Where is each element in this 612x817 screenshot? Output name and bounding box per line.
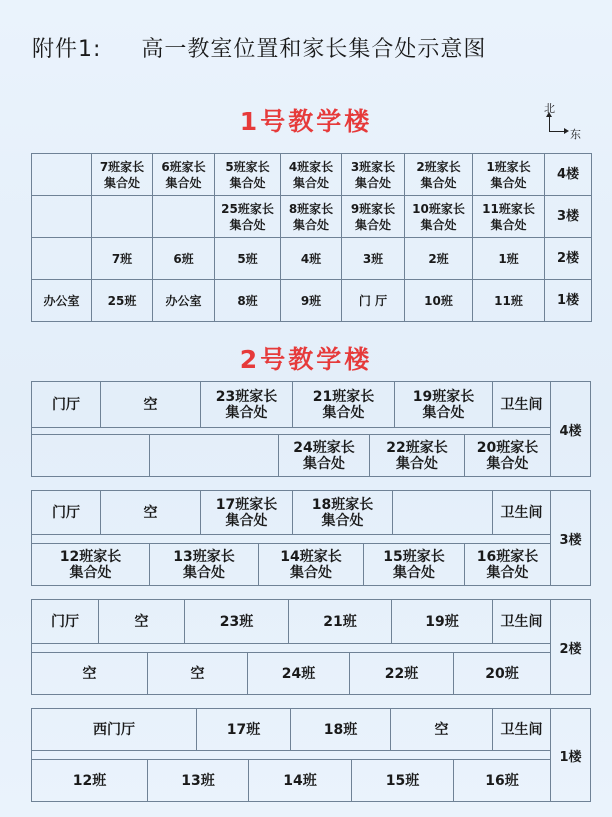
floor1-south-rooms bbox=[32, 759, 550, 801]
floor-label: 1楼 bbox=[551, 708, 591, 802]
room-cell: 办公室 bbox=[153, 280, 215, 322]
room: 21班家长 集合处 bbox=[292, 382, 394, 427]
room-cell: 1班 bbox=[473, 238, 545, 280]
room-cell: 6班家长 集合处 bbox=[153, 154, 215, 196]
building1-floor-row bbox=[32, 238, 592, 280]
room: 21班 bbox=[288, 600, 391, 643]
room: 14班家长 集合处 bbox=[258, 544, 363, 585]
room bbox=[32, 435, 149, 476]
room-cell: 3班家长 集合处 bbox=[342, 154, 405, 196]
room: 空 bbox=[100, 491, 200, 534]
compass-icon bbox=[540, 100, 584, 140]
building2-title: 2号教学楼 bbox=[239, 345, 373, 374]
room-cell: 8班家长 集合处 bbox=[281, 196, 342, 238]
room: 13班 bbox=[147, 760, 248, 801]
floor-label: 4楼 bbox=[551, 381, 591, 477]
room: 15班家长 集合处 bbox=[363, 544, 464, 585]
room: 卫生间 bbox=[492, 491, 550, 534]
room-cell: 7班家长 集合处 bbox=[92, 154, 153, 196]
attachment-label: 附件1: bbox=[32, 37, 102, 62]
room: 19班 bbox=[391, 600, 492, 643]
room: 20班家长 集合处 bbox=[464, 435, 550, 476]
floor2-south-rooms bbox=[32, 652, 550, 694]
room-cell: 8班 bbox=[215, 280, 281, 322]
room-cell bbox=[32, 238, 92, 280]
floor-label: 2楼 bbox=[545, 238, 592, 280]
room bbox=[392, 491, 492, 534]
room-cell bbox=[32, 196, 92, 238]
building1-floor-row bbox=[32, 196, 592, 238]
room: 20班 bbox=[453, 653, 550, 694]
room: 22班 bbox=[349, 653, 453, 694]
room: 19班家长 集合处 bbox=[394, 382, 492, 427]
room: 空 bbox=[100, 382, 200, 427]
room-cell: 11班家长 集合处 bbox=[473, 196, 545, 238]
room: 空 bbox=[147, 653, 247, 694]
floor4-south-rooms bbox=[32, 434, 550, 476]
floor4-north-rooms bbox=[32, 382, 550, 428]
room: 空 bbox=[98, 600, 184, 643]
room-cell: 5班 bbox=[215, 238, 281, 280]
room-cell: 9班 bbox=[281, 280, 342, 322]
room-cell: 2班 bbox=[405, 238, 473, 280]
room-cell: 3班 bbox=[342, 238, 405, 280]
room-cell: 10班家长 集合处 bbox=[405, 196, 473, 238]
room-cell: 4班家长 集合处 bbox=[281, 154, 342, 196]
room: 卫生间 bbox=[492, 382, 550, 427]
building1-title: 1号教学楼 bbox=[239, 107, 373, 136]
building2-floor1 bbox=[31, 708, 591, 802]
room: 22班家长 集合处 bbox=[369, 435, 464, 476]
room: 23班 bbox=[184, 600, 288, 643]
compass-north-label: 北 bbox=[544, 102, 555, 115]
room: 24班 bbox=[247, 653, 349, 694]
compass-east-label: 东 bbox=[570, 128, 581, 141]
room: 12班家长 集合处 bbox=[59, 548, 122, 581]
room: 16班 bbox=[453, 760, 550, 801]
room: 门厅 bbox=[52, 396, 80, 413]
room: 西门厅 bbox=[93, 721, 135, 738]
room-cell: 9班家长 集合处 bbox=[342, 196, 405, 238]
floor-label: 3楼 bbox=[551, 490, 591, 586]
room-cell: 6班 bbox=[153, 238, 215, 280]
floor3-north-rooms bbox=[32, 491, 550, 535]
room: 空 bbox=[390, 709, 492, 750]
room: 12班 bbox=[72, 772, 107, 789]
room: 空 bbox=[82, 665, 97, 682]
room-cell bbox=[92, 196, 153, 238]
room-cell: 门 厅 bbox=[342, 280, 405, 322]
building2-floor4 bbox=[31, 381, 591, 477]
building1-floor-row bbox=[32, 280, 592, 322]
room: 卫生间 bbox=[492, 600, 550, 643]
page-title bbox=[32, 32, 486, 63]
room-cell: 4班 bbox=[281, 238, 342, 280]
room: 15班 bbox=[351, 760, 453, 801]
room-cell: 2班家长 集合处 bbox=[405, 154, 473, 196]
room-cell: 25班 bbox=[92, 280, 153, 322]
room: 16班家长 集合处 bbox=[464, 544, 550, 585]
building2-floor2 bbox=[31, 599, 591, 695]
room-cell: 5班家长 集合处 bbox=[215, 154, 281, 196]
room: 18班家长 集合处 bbox=[292, 491, 392, 534]
floor-label: 2楼 bbox=[551, 599, 591, 695]
room: 24班家长 集合处 bbox=[278, 435, 369, 476]
building1-floor-row bbox=[32, 154, 592, 196]
building2-floor3 bbox=[31, 490, 591, 586]
room-cell: 25班家长 集合处 bbox=[215, 196, 281, 238]
room-cell: 10班 bbox=[405, 280, 473, 322]
room-cell: 7班 bbox=[92, 238, 153, 280]
floor2-north-rooms bbox=[32, 600, 550, 644]
room: 17班家长 集合处 bbox=[200, 491, 292, 534]
floor1-north-rooms bbox=[32, 709, 550, 751]
room bbox=[149, 435, 278, 476]
room: 门厅 bbox=[51, 613, 79, 630]
building1-table bbox=[31, 153, 592, 322]
room: 14班 bbox=[248, 760, 351, 801]
room-cell bbox=[32, 154, 92, 196]
room: 18班 bbox=[290, 709, 390, 750]
room-cell bbox=[153, 196, 215, 238]
document-title: 高一教室位置和家长集合处示意图 bbox=[141, 37, 487, 62]
room: 17班 bbox=[196, 709, 290, 750]
room: 23班家长 集合处 bbox=[200, 382, 292, 427]
room: 门厅 bbox=[52, 504, 80, 521]
floor3-south-rooms bbox=[32, 543, 550, 585]
room-cell: 1班家长 集合处 bbox=[473, 154, 545, 196]
room-cell: 11班 bbox=[473, 280, 545, 322]
room: 卫生间 bbox=[492, 709, 550, 750]
floor-label: 3楼 bbox=[545, 196, 592, 238]
floor-label: 4楼 bbox=[545, 154, 592, 196]
room: 13班家长 集合处 bbox=[149, 544, 258, 585]
room-cell: 办公室 bbox=[32, 280, 92, 322]
floor-label: 1楼 bbox=[545, 280, 592, 322]
